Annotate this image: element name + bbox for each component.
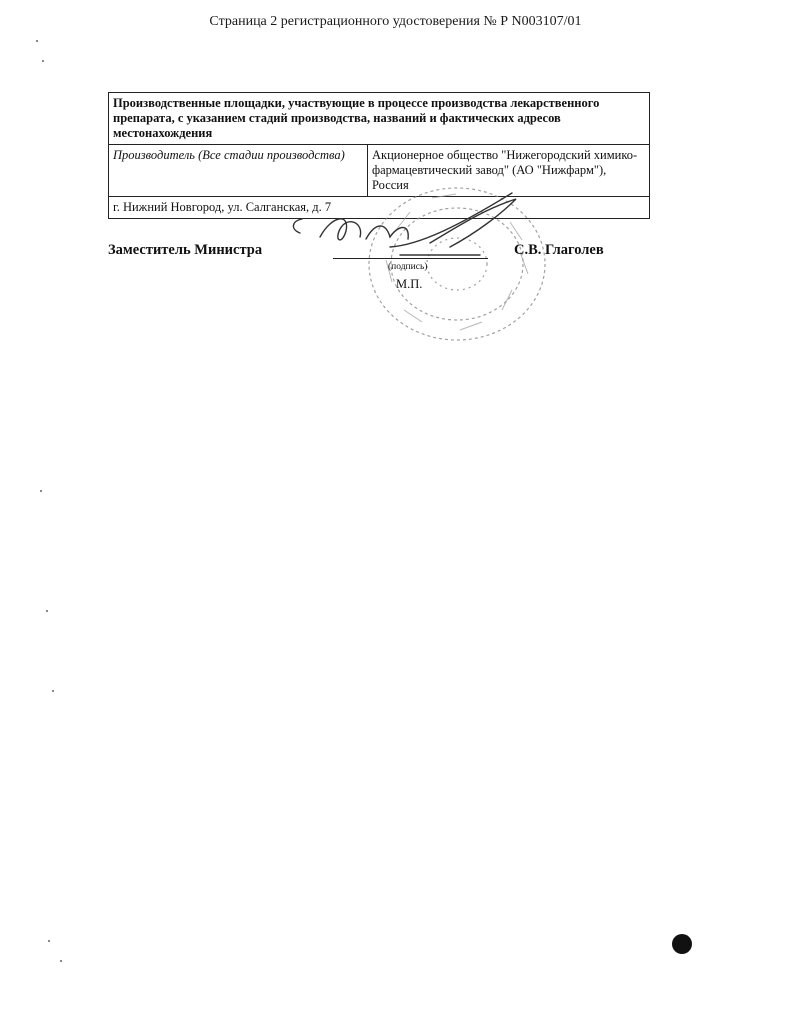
scan-dot-mark — [672, 934, 692, 954]
scan-speck — [52, 690, 54, 692]
scan-speck — [42, 60, 44, 62]
page-header: Страница 2 регистрационного удостоверения № Р N003107/01 — [209, 14, 582, 29]
scan-speck — [36, 40, 38, 42]
scan-speck — [40, 490, 42, 492]
signature-line — [333, 258, 488, 259]
manufacturer-address: г. Нижний Новгород, ул. Салганская, д. 7 — [109, 197, 650, 219]
scan-speck — [48, 940, 50, 942]
scan-speck — [46, 610, 48, 612]
scan-speck — [60, 960, 62, 962]
signer-name: С.В. Глаголев — [514, 242, 604, 258]
signature-row — [108, 242, 628, 266]
table-heading-row — [109, 93, 650, 145]
signature-caption: (подпись) — [388, 262, 428, 272]
manufacturer-organization: Акционерное общество "Нижегородский химико-фармацевтический завод" (АО "Нижфарм"), Россия — [368, 145, 650, 197]
stamp-caption: М.П. — [396, 277, 423, 291]
signer-position: Заместитель Министра — [108, 242, 263, 258]
table-heading: Производственные площадки, участвующие в процессе производства лекарственного препарата, с указанием стадий производства, названий и фактических адресов местонахождения — [109, 93, 650, 145]
manufacturer-role: Производитель (Все стадии производства) — [109, 145, 368, 197]
